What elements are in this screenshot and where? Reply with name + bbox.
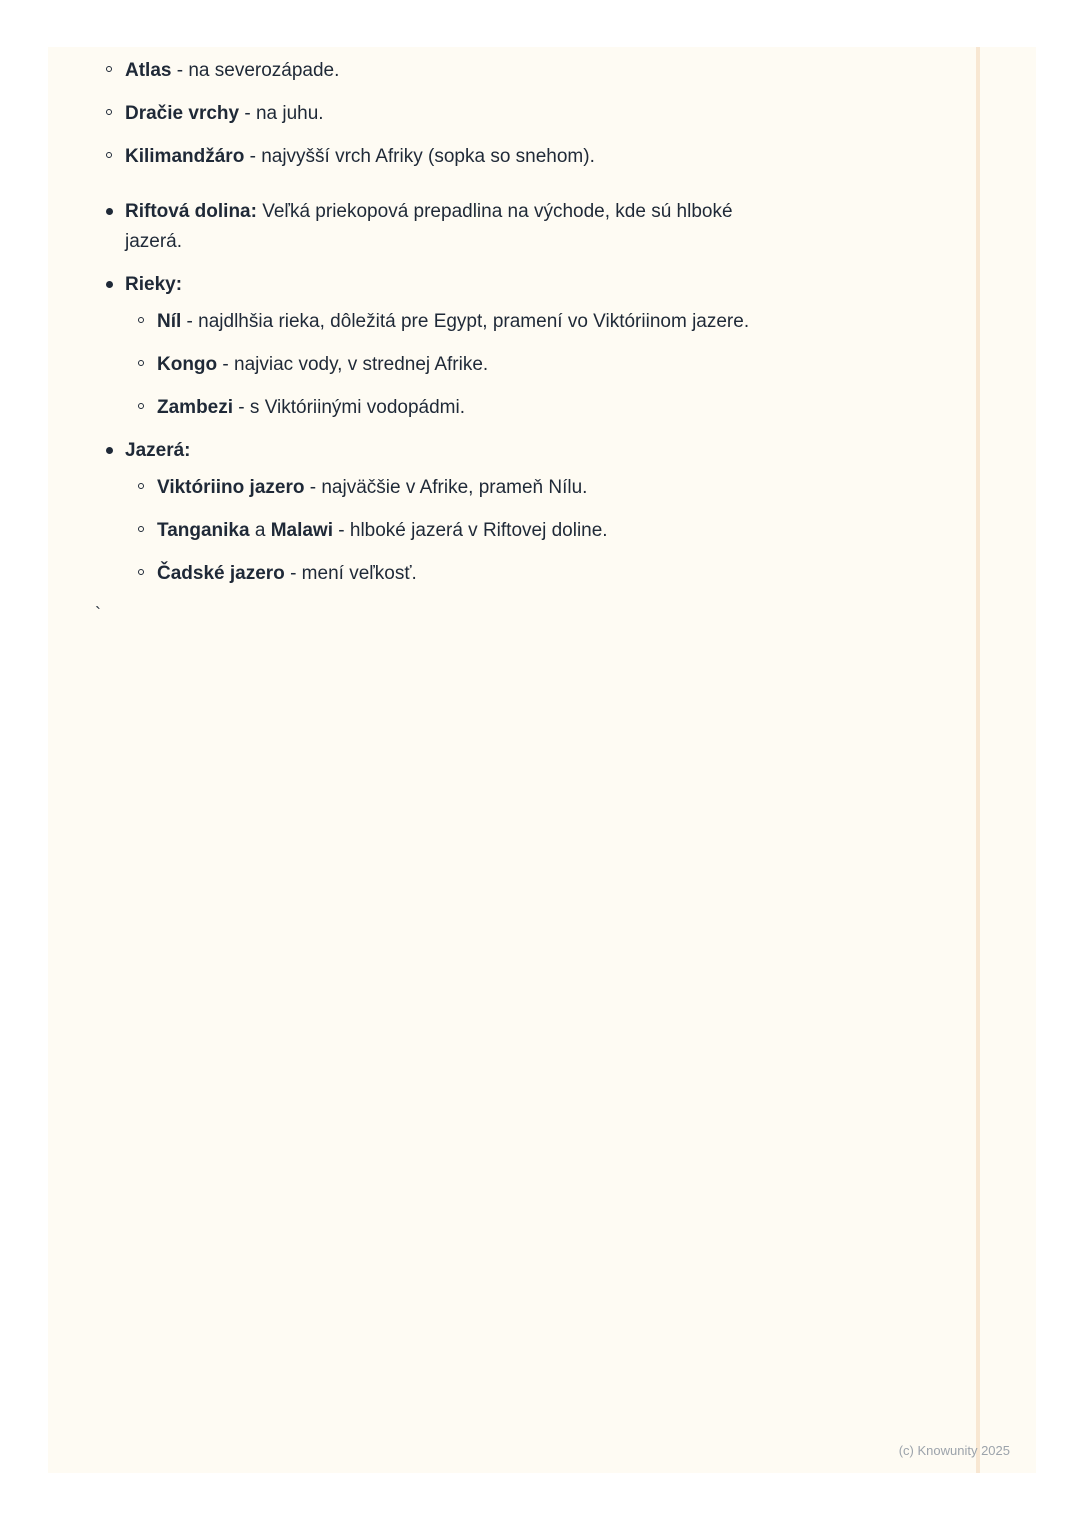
item-text	[157, 473, 587, 503]
term-bold: Kongo	[157, 354, 218, 375]
item-text	[125, 142, 595, 172]
term-bold: Zambezi	[157, 397, 234, 418]
item-text	[157, 559, 417, 589]
notes-content	[48, 47, 1036, 629]
bullet-circle-icon	[105, 56, 125, 86]
item-text	[125, 270, 182, 300]
list-item	[105, 436, 966, 466]
term-bold: Čadské jazero	[157, 563, 285, 584]
term-bold: Riftová dolina:	[125, 201, 257, 222]
item-rest: - najviac vody, v strednej Afrike.	[217, 354, 489, 375]
main-list-item-jazera	[105, 436, 966, 589]
list-item	[137, 350, 966, 380]
list-item	[105, 56, 966, 86]
item-text	[157, 516, 608, 546]
item-text	[125, 99, 324, 129]
bullet-circle-icon	[137, 393, 157, 423]
term-bold: Kilimandžáro	[125, 146, 245, 167]
list-item	[137, 393, 966, 423]
item-text	[125, 56, 339, 86]
stray-backtick-char: `	[95, 604, 101, 624]
item-text	[157, 393, 465, 423]
item-rest: - najdlhšia rieka, dôležitá pre Egypt, pramení vo Viktóriinom jazere.	[181, 311, 750, 332]
item-text	[125, 436, 191, 466]
item-rest: - hlboké jazerá v Riftovej doline.	[333, 520, 608, 541]
item-rest: - na severozápade.	[171, 60, 340, 81]
bullet-circle-icon	[137, 559, 157, 589]
main-list-item-rieky	[105, 270, 966, 423]
item-rest: - s Viktóriinými vodopádmi.	[233, 397, 465, 418]
item-text	[157, 307, 749, 337]
document-page	[48, 47, 1036, 1473]
term-bold: Rieky:	[125, 274, 183, 295]
bullet-disc-icon	[105, 197, 125, 227]
item-rest: - mení veľkosť.	[284, 563, 417, 584]
term-bold: Jazerá:	[125, 440, 191, 461]
list-item	[137, 307, 966, 337]
term-bold: Atlas	[125, 60, 172, 81]
term-bold: Viktóriino jazero	[157, 477, 305, 498]
term-bold: Níl	[157, 311, 182, 332]
list-item	[137, 516, 966, 546]
copyright-notice: (c) Knowunity 2025	[898, 1443, 1010, 1458]
list-item	[137, 473, 966, 503]
list-item	[137, 559, 966, 589]
item-rest: - na juhu.	[239, 103, 324, 124]
sublist-rieky	[137, 307, 966, 423]
term-bold: Dračie vrchy	[125, 103, 240, 124]
term-bold: Tanganika	[157, 520, 250, 541]
item-rest: Veľká priekopová prepadlina na východe, kde sú hlboké jazerá.	[125, 201, 733, 252]
main-list-item-riftova-dolina	[105, 197, 966, 257]
item-rest: - najvyšší vrch Afriky (sopka so snehom).	[244, 146, 595, 167]
sublist-jazera	[137, 473, 966, 589]
bullet-disc-icon	[105, 270, 125, 300]
list-item	[105, 99, 966, 129]
item-text	[125, 197, 785, 257]
list-item	[105, 197, 966, 257]
bullet-disc-icon	[105, 436, 125, 466]
item-rest: - najväčšie v Afrike, prameň Nílu.	[304, 477, 588, 498]
bullet-circle-icon	[137, 307, 157, 337]
bullet-circle-icon	[105, 142, 125, 172]
bullet-circle-icon	[137, 350, 157, 380]
item-text	[157, 350, 488, 380]
bullet-circle-icon	[105, 99, 125, 129]
term-bold: Malawi	[270, 520, 333, 541]
bullet-circle-icon	[137, 473, 157, 503]
main-list	[105, 197, 966, 589]
list-item	[105, 270, 966, 300]
item-mid: a	[249, 520, 271, 541]
list-item	[105, 142, 966, 172]
sublist-mountains	[105, 56, 966, 172]
bullet-circle-icon	[137, 516, 157, 546]
